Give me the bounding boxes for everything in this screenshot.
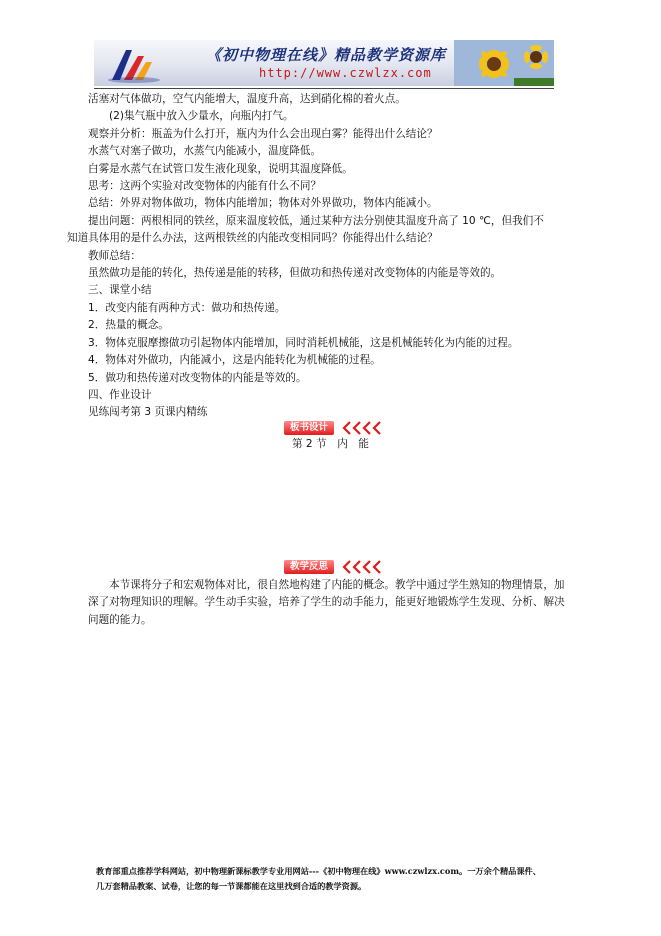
- banner-url[interactable]: http://www.czwlzx.com: [259, 66, 432, 80]
- summary-item: 5．做功和热传递对改变物体的内能是等效的。: [88, 371, 307, 384]
- page-footer: [96, 864, 566, 894]
- reflection-heading: [284, 556, 385, 575]
- header-banner: [94, 40, 554, 86]
- board-design-badge: 板书设计: [284, 421, 334, 435]
- body-line: 思考：这两个实验对改变物体的内能有什么不同？: [88, 180, 322, 193]
- body-line: 白雾是水蒸气在试管口发生液化现象，说明其温度降低。: [88, 162, 353, 175]
- board-title: 第 2 节 内 能: [291, 438, 370, 450]
- board-design-heading: [284, 417, 385, 436]
- body-line: 活塞对气体做功，空气内能增大，温度升高，达到硝化棉的着火点。: [88, 93, 406, 105]
- section-heading: 四、作业设计: [88, 388, 152, 401]
- chevrons-icon: [341, 421, 385, 435]
- reflection-text: 本节课将分子和宏观物体对比，很自然地构建了内能的概念。教学中通过学生熟知的物理情景，加深了对物理知识的理解。学生动手实验，培养了学生的动手能力，能更好地锻炼学生发现、分析、解决问题的能力。: [88, 579, 565, 626]
- body-line: 虽然做功是能的转化，热传递是能的转移，但做功和热传递对改变物体的内能是等效的。: [88, 267, 502, 280]
- body-line: 观察并分析：瓶盖为什么打开，瓶内为什么会出现白雾？能得出什么结论？: [88, 127, 438, 140]
- footer-line: 几万套精品教案、试卷，让您的每一节课都能在这里找到合适的教学资源。: [96, 881, 367, 891]
- summary-item: 1．改变内能有两种方式：做功和热传递。: [88, 301, 286, 314]
- homework-line: 见练闯考第 3 页课内精练: [88, 406, 208, 419]
- body-line: 水蒸气对塞子做功，水蒸气内能减小，温度降低。: [88, 145, 322, 158]
- section-heading: 三、课堂小结: [88, 284, 152, 297]
- body-line: 总结：外界对物体做功，物体内能增加；物体对外界做功，物体内能减小。: [88, 197, 438, 210]
- summary-item: 3．物体克服摩擦做功引起物体内能增加，同时消耗机械能，这是机械能转化为内能的过程。: [88, 336, 519, 349]
- chevrons-icon: [341, 560, 385, 574]
- question-line: 提出问题：两根相同的铁丝，原来温度较低，通过某种方法分别使其温度升高了 10 ℃，但我们不: [88, 214, 544, 227]
- reflection-badge: 教学反思: [284, 560, 334, 574]
- question-line: 知道具体用的是什么办法，这两根铁丝的内能改变相同吗？你能得出什么结论？: [67, 232, 438, 245]
- header-divider: [94, 88, 554, 89]
- footer-line: 教育部重点推荐学科网站，初中物理新课标教学专业用网站---《初中物理在线》www.czwlzx.com。一万余个精品课件、: [96, 866, 541, 876]
- sunflower-icon: [454, 40, 554, 86]
- body-line: (2)集气瓶中放入少量水，向瓶内打气。: [109, 110, 294, 123]
- summary-item: 2．热量的概念。: [88, 319, 169, 332]
- site-logo-icon: [104, 44, 162, 84]
- body-line: 教师总结：: [88, 249, 141, 262]
- document-body: [67, 91, 568, 422]
- summary-item: 4．物体对外做功，内能减小，这是内能转化为机械能的过程。: [88, 354, 381, 367]
- banner-title: 《初中物理在线》精品教学资源库: [206, 46, 447, 64]
